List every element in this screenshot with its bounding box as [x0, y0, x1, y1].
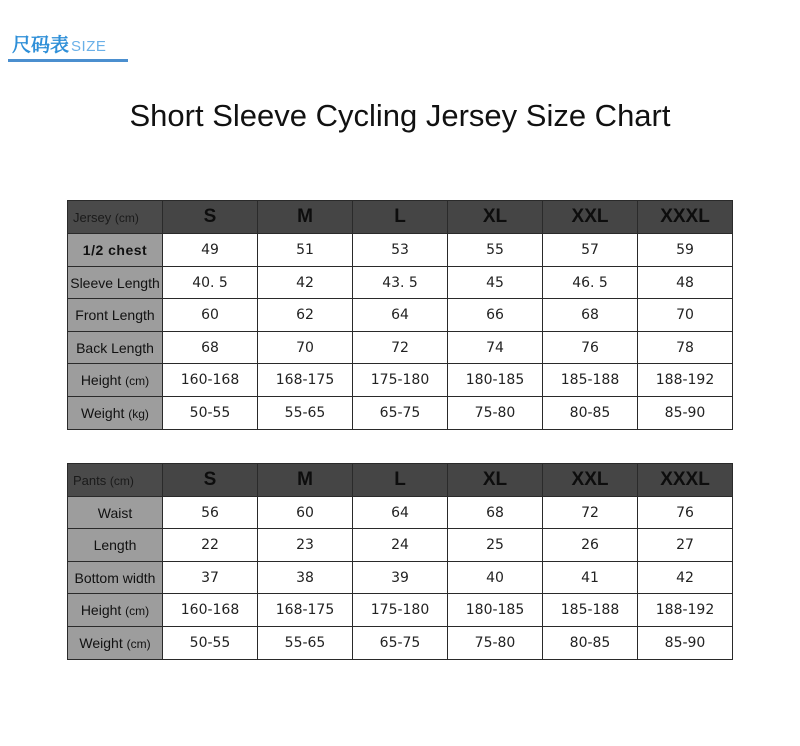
jersey-cell: 70 [638, 299, 733, 332]
pants-cell: 39 [353, 562, 448, 594]
jersey-cell: 68 [543, 299, 638, 332]
pants-cell: 23 [258, 529, 353, 562]
pants-cell: 22 [163, 529, 258, 562]
jersey-row-chest [68, 234, 733, 267]
jersey-cell: 43. 5 [353, 267, 448, 299]
pants-cell: 60 [258, 497, 353, 529]
pants-corner-label: Pants [73, 472, 107, 488]
pants-weight-label: Weight [79, 635, 123, 651]
pants-cell: 168-175 [258, 594, 353, 627]
jersey-weight-label: Weight [81, 405, 125, 421]
jersey-row-sleeve [68, 267, 733, 299]
jersey-cell: 180-185 [448, 364, 543, 397]
jersey-corner-cell [68, 201, 163, 234]
pants-cell: 188-192 [638, 594, 733, 627]
jersey-cell: 62 [258, 299, 353, 332]
pants-cell: 38 [258, 562, 353, 594]
pants-cell: 56 [163, 497, 258, 529]
jersey-label-weight [68, 397, 163, 430]
jersey-label-back: Back Length [68, 332, 163, 364]
jersey-cell: 48 [638, 267, 733, 299]
pants-cell: 80-85 [543, 627, 638, 660]
pants-cell: 180-185 [448, 594, 543, 627]
pants-row-height [68, 594, 733, 627]
jersey-corner-unit: (cm) [114, 210, 139, 225]
pants-header-row [68, 464, 733, 497]
pants-cell: 27 [638, 529, 733, 562]
pants-row-bottom-width [68, 562, 733, 594]
jersey-size-xxl: XXL [543, 201, 638, 234]
pants-size-table [67, 463, 733, 660]
pants-row-weight [68, 627, 733, 660]
jersey-cell: 45 [448, 267, 543, 299]
pants-row-waist [68, 497, 733, 529]
jersey-cell: 175-180 [353, 364, 448, 397]
jersey-cell: 76 [543, 332, 638, 364]
jersey-height-label: Height [80, 372, 122, 388]
pants-row-length [68, 529, 733, 562]
pants-cell: 50-55 [163, 627, 258, 660]
pants-label-waist: Waist [68, 497, 163, 529]
pants-cell: 75-80 [448, 627, 543, 660]
jersey-corner-label: Jersey [73, 209, 112, 225]
jersey-cell: 65-75 [353, 397, 448, 430]
jersey-cell: 66 [448, 299, 543, 332]
jersey-cell: 160-168 [163, 364, 258, 397]
jersey-cell: 74 [448, 332, 543, 364]
jersey-label-chest: 1/2 chest [68, 234, 163, 267]
pants-corner-cell [68, 464, 163, 497]
size-header-chinese: 尺码表 [12, 34, 70, 56]
jersey-cell: 75-80 [448, 397, 543, 430]
jersey-size-table [67, 200, 733, 430]
pants-label-height [68, 594, 163, 627]
pants-size-l: L [353, 464, 448, 497]
pants-corner-unit: (cm) [109, 473, 134, 488]
pants-cell: 55-65 [258, 627, 353, 660]
jersey-cell: 55 [448, 234, 543, 267]
pants-height-label: Height [80, 602, 122, 618]
pants-label-length: Length [68, 529, 163, 562]
jersey-header-row [68, 201, 733, 234]
jersey-size-l: L [353, 201, 448, 234]
jersey-label-height [68, 364, 163, 397]
jersey-cell: 51 [258, 234, 353, 267]
jersey-cell: 80-85 [543, 397, 638, 430]
pants-cell: 68 [448, 497, 543, 529]
jersey-cell: 57 [543, 234, 638, 267]
size-header [8, 28, 128, 64]
size-header-text [12, 30, 106, 57]
jersey-cell: 72 [353, 332, 448, 364]
header-underline [8, 59, 128, 62]
jersey-cell: 42 [258, 267, 353, 299]
pants-cell: 26 [543, 529, 638, 562]
size-header-english: SIZE [71, 38, 107, 55]
jersey-weight-unit: (kg) [128, 407, 149, 421]
jersey-cell: 60 [163, 299, 258, 332]
pants-cell: 37 [163, 562, 258, 594]
pants-cell: 42 [638, 562, 733, 594]
jersey-cell: 64 [353, 299, 448, 332]
jersey-cell: 185-188 [543, 364, 638, 397]
jersey-row-weight [68, 397, 733, 430]
pants-cell: 24 [353, 529, 448, 562]
pants-cell: 72 [543, 497, 638, 529]
pants-label-bottom-width: Bottom width [68, 562, 163, 594]
jersey-cell: 68 [163, 332, 258, 364]
pants-weight-unit: (cm) [126, 637, 151, 651]
pants-cell: 41 [543, 562, 638, 594]
pants-size-xxl: XXL [543, 464, 638, 497]
pants-cell: 65-75 [353, 627, 448, 660]
jersey-cell: 53 [353, 234, 448, 267]
pants-cell: 160-168 [163, 594, 258, 627]
jersey-cell: 55-65 [258, 397, 353, 430]
jersey-cell: 46. 5 [543, 267, 638, 299]
jersey-cell: 50-55 [163, 397, 258, 430]
pants-cell: 64 [353, 497, 448, 529]
pants-cell: 85-90 [638, 627, 733, 660]
pants-cell: 40 [448, 562, 543, 594]
jersey-cell: 85-90 [638, 397, 733, 430]
pants-size-xxxl: XXXL [638, 464, 733, 497]
jersey-height-unit: (cm) [125, 374, 150, 388]
pants-size-s: S [163, 464, 258, 497]
pants-size-m: M [258, 464, 353, 497]
jersey-row-height [68, 364, 733, 397]
jersey-size-xxxl: XXXL [638, 201, 733, 234]
jersey-label-sleeve: Sleeve Length [68, 267, 163, 299]
jersey-size-s: S [163, 201, 258, 234]
jersey-cell: 70 [258, 332, 353, 364]
pants-cell: 76 [638, 497, 733, 529]
jersey-cell: 59 [638, 234, 733, 267]
jersey-cell: 188-192 [638, 364, 733, 397]
pants-height-unit: (cm) [125, 604, 150, 618]
page-title: Short Sleeve Cycling Jersey Size Chart [129, 98, 671, 133]
pants-cell: 175-180 [353, 594, 448, 627]
pants-size-xl: XL [448, 464, 543, 497]
jersey-row-back [68, 332, 733, 364]
pants-cell: 25 [448, 529, 543, 562]
jersey-cell: 49 [163, 234, 258, 267]
jersey-cell: 78 [638, 332, 733, 364]
pants-label-weight [68, 627, 163, 660]
jersey-size-xl: XL [448, 201, 543, 234]
pants-cell: 185-188 [543, 594, 638, 627]
jersey-row-front [68, 299, 733, 332]
jersey-cell: 168-175 [258, 364, 353, 397]
jersey-cell: 40. 5 [163, 267, 258, 299]
jersey-label-front: Front Length [68, 299, 163, 332]
jersey-size-m: M [258, 201, 353, 234]
